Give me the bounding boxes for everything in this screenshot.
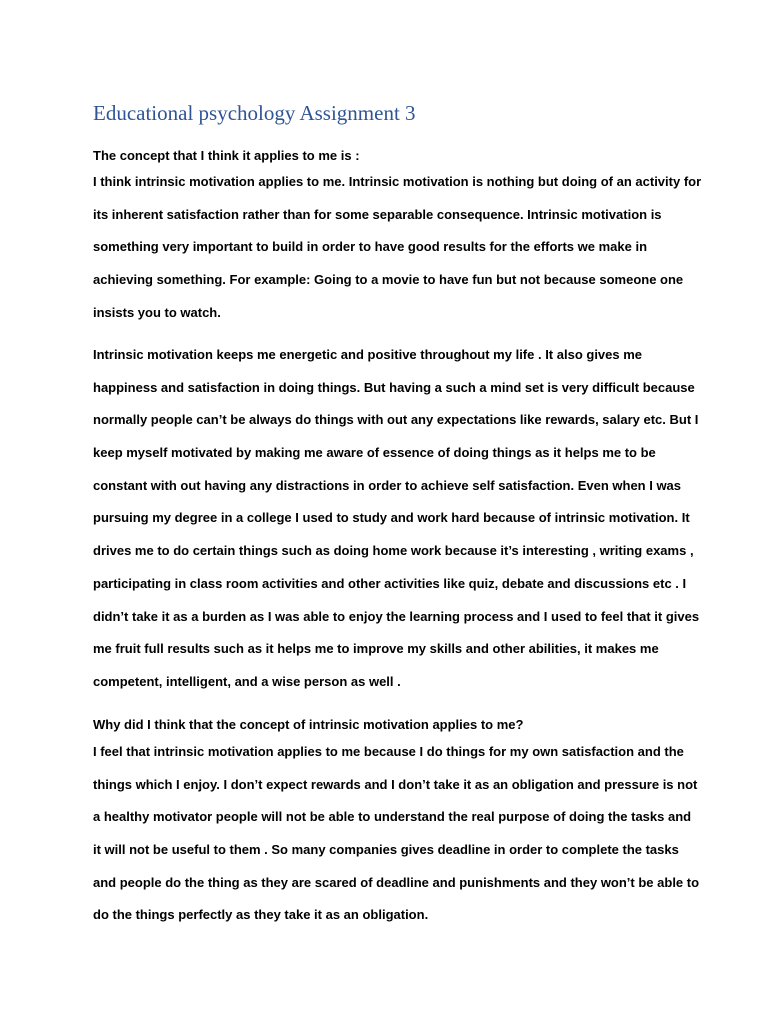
paragraph (93, 173, 702, 336)
document-title: Educational psychology Assignment 3 (93, 101, 416, 125)
paragraph-line: constant with out having any distractions in order to achieve self satisfaction. Even when I was (93, 477, 682, 493)
paragraph-line: me fruit full results such as it helps me to improve my skills and other abilities, it makes me (93, 641, 659, 657)
paragraph-line: Intrinsic motivation keeps me energetic and positive throughout my life . It also gives me (93, 347, 643, 362)
paragraph-line: competent, intelligent, and a wise person as well . (93, 673, 401, 689)
paragraph-line: pursuing my degree in a college I used to study and work hard because of intrinsic motivation. It (93, 510, 690, 526)
paragraph-line: a healthy motivator people will not be able to understand the real purpose of doing the tasks and (93, 809, 692, 825)
paragraph-line: drives me to do certain things such as doing home work because it’s interesting , writing exams , (93, 543, 694, 559)
paragraph-line: and people do the thing as they are scared of deadline and punishments and they won’t be able to (93, 874, 700, 890)
paragraph (93, 346, 700, 706)
paragraph-line: didn’t take it as a burden as I was able to enjoy the learning process and I used to feel that it gives (93, 608, 700, 624)
paragraph-line: things which I enjoy. I don’t expect rewards and I don’t take it as an obligation and pressure is not (93, 776, 698, 792)
paragraph-line: its inherent satisfaction rather than for some separable consequence. Intrinsic motivation is (93, 206, 662, 222)
paragraph-line: something very important to build in order to have good results for the efforts we make in (93, 239, 648, 255)
section-heading: The concept that I think it applies to me is : (93, 148, 360, 163)
paragraph-line: keep myself motivated by making me aware of essence of doing things as it helps me to be (93, 445, 656, 461)
paragraph-line: I think intrinsic motivation applies to me. Intrinsic motivation is nothing but doing of an activity for (93, 174, 702, 189)
paragraph-line: happiness and satisfaction in doing things. But having a such a mind set is very difficult because (93, 379, 695, 395)
paragraph (93, 743, 700, 939)
paragraph-line: normally people can’t be always do things with out any expectations like rewards, salary etc. But I (93, 412, 699, 428)
paragraph-line: achieving something. For example: Going to a movie to have fun but not because someone one (93, 272, 684, 288)
paragraph-line: insists you to watch. (93, 304, 221, 320)
section-heading: Why did I think that the concept of intrinsic motivation applies to me? (93, 717, 524, 732)
paragraph-line: do the things perfectly as they take it as an obligation. (93, 907, 429, 923)
paragraph-line: I feel that intrinsic motivation applies to me because I do things for my own satisfaction and the (93, 744, 684, 759)
paragraph-line: it will not be useful to them . So many companies gives deadline in order to complete the tasks (93, 842, 679, 858)
paragraph-line: participating in class room activities and other activities like quiz, debate and discussions etc . I (93, 575, 687, 591)
